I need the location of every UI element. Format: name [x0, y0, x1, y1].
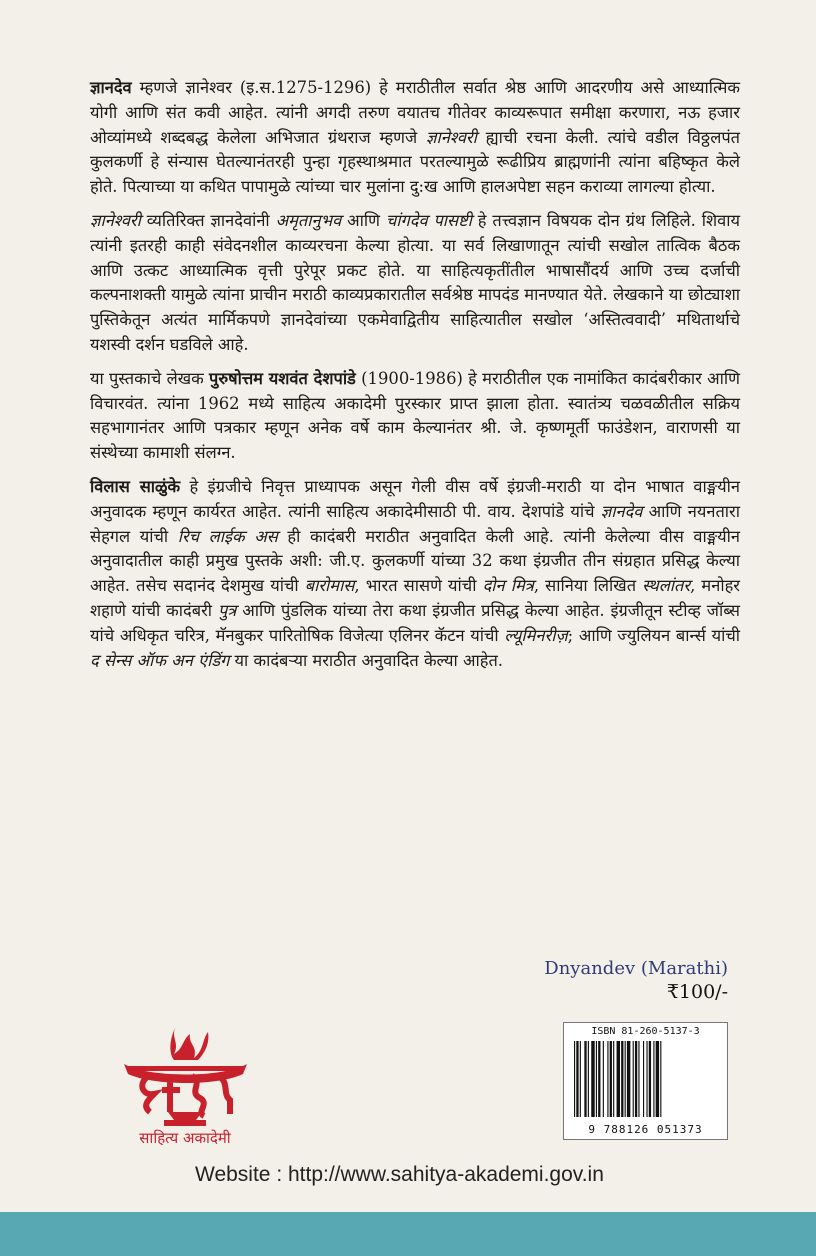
book-title-italic: द सेन्स ऑफ अन एंडिंग	[90, 650, 230, 670]
barcode-bar	[588, 1041, 589, 1117]
barcode-bar	[617, 1041, 620, 1117]
price-info	[544, 958, 728, 1003]
paragraph-about-dnyandev	[90, 76, 740, 200]
barcode-bar	[660, 1041, 661, 1117]
text-span: (1900-1986) हे मराठीतील एक नामांकित कादंबरीकार आणि विचारवंत. त्यांना 1962 मध्ये साहित्य अकादेमी पुरस्कार प्राप्त झाला होता. स्वातंत्र्य चळवळीतील सक्रिय सहभागानंतर आणि पत्रकार म्हणून अनेक वर्षे काम केल्यानंतर श्री. जे. कृष्णमूर्ती फाउंडेशन, वाराणसी या संस्थेच्या कामाशी संलग्न.	[90, 368, 741, 463]
barcode-bar	[649, 1041, 651, 1117]
isbn-digits: 9 788126 051373	[588, 1123, 703, 1136]
website-url[interactable]: Website : http://www.sahitya-akademi.gov.in	[195, 1163, 604, 1186]
paragraph-author	[90, 367, 740, 466]
price-label: ₹100/-	[666, 981, 728, 1003]
barcode-bar	[598, 1041, 600, 1117]
book-title-italic: दोन मित्र	[482, 576, 534, 596]
barcode-bar	[627, 1041, 630, 1117]
barcode-bar	[576, 1041, 578, 1117]
book-title-italic: बारोमास	[304, 576, 355, 596]
text-span: , मनोहर शहाणे यांची कादंबरी	[90, 576, 740, 620]
barcode-bar	[591, 1041, 594, 1117]
barcode-bar	[596, 1041, 597, 1117]
paragraph-translator	[90, 475, 740, 673]
text-span: , सानिया लिखित	[533, 576, 643, 596]
bottom-color-band	[0, 1212, 816, 1256]
barcode-bar	[613, 1041, 614, 1117]
barcode-bar	[646, 1041, 647, 1117]
text-span: ; आणि ज्युलियन बार्न्स यांची	[567, 625, 740, 645]
barcode-bar	[635, 1041, 637, 1117]
text-span: म्हणजे ज्ञानेश्वर (इ.स.1275-1296) हे मराठीतील सर्वात श्रेष्ठ आणि आदरणीय असे आध्यात्मिक योगी आणि संत कवी आहेत. त्यांनी अगदी तरुण वयातच गीतेवर काव्यरूपात समीक्षा करणारा, नऊ हजार ओव्यांमध्ये शब्दबद्ध केलेला अभिजात ग्रंथराज म्हणजे	[90, 78, 740, 147]
book-title-italic: चांगदेव पासष्टी	[385, 210, 472, 230]
translator-name: विलास साळुंके	[90, 476, 181, 496]
book-title-italic: ज्ञानेश्वरी	[90, 210, 141, 230]
book-title-italic: ल्यूमिनरीज़	[504, 625, 568, 645]
barcode-bar	[603, 1041, 604, 1117]
barcode-bar	[621, 1041, 623, 1117]
barcode	[563, 1022, 728, 1140]
barcode-bar	[638, 1041, 639, 1117]
book-title-italic: रिच लाईक अस	[177, 526, 278, 546]
text-span: हे तत्त्वज्ञान विषयक दोन ग्रंथ लिहिले. शिवाय त्यांनी इतरही काही संवेदनशील काव्यरचना केल्या होत्या. या सर्व लिखाणातून त्यांची सखोल तात्विक बैठक आणि उत्कट आध्यात्मिक वृत्ती पुरेपूर प्रकट होते. या साहित्यकृतींतील भाषासौंदर्य आणि उच्च दर्जाची कल्पनाशक्ती यामुळे त्यांना प्राचीन मराठी काव्यप्रकारातील सर्वश्रेष्ठ मापदंड मानण्यात येते. लेखकाने या छोट्याशा पुस्तिकेतून अत्यंत मार्मिकपणे ज्ञानदेवांच्या एकमेवाद्वितीय साहित्यातील सखोल ‘अस्तित्ववादी’ मथितार्थाचे यशस्वी दर्शन घडविले आहे.	[90, 210, 740, 354]
sahitya-akademi-logo-icon	[118, 1020, 253, 1130]
text-span: , भारत सासणे यांची	[354, 576, 483, 596]
book-title-italic: अमृतानुभव	[275, 210, 342, 230]
text-span: आणि	[341, 210, 386, 230]
text-span: या कादंबऱ्या मराठीत अनुवादित केल्या आहेत.	[229, 650, 504, 670]
text-span: व्यतिरिक्त ज्ञानदेवांनी	[140, 210, 276, 230]
text-span: आणि नयनतारा सेहगल यांची	[90, 501, 740, 546]
isbn-label: ISBN 81-260-5137-3	[591, 1026, 700, 1037]
paragraph-works	[90, 209, 740, 358]
publisher-name: साहित्य अकादेमी	[139, 1129, 231, 1147]
author-name: पुरुषोत्तम यशवंत देशपांडे	[209, 368, 356, 388]
book-title-italic: स्थलांतर	[642, 576, 691, 596]
barcode-bars	[574, 1041, 717, 1117]
book-title-italic: ज्ञानेश्वरी	[426, 127, 477, 147]
text-span: हे इंग्रजीचे निवृत्त प्राध्यापक असून गेली वीस वर्षे इंग्रजी-मराठी या दोन भाषात वाङ्मयीन अनुवादक म्हणून कार्यरत आहेत. त्यांनी साहित्य अकादेमीसाठी पी. वाय. देशपांडे यांचे	[90, 476, 741, 521]
text-span: आणि पुंडलिक यांच्या तेरा कथा इंग्रजीत प्रसिद्ध केल्या आहेत. इंग्रजीतून स्टीव्ह जॉब्स यांचे अधिकृत चरित्र, मॅनबुकर पारितोषिक विजेत्या एलिनर कॅटन यांची	[90, 600, 740, 645]
dnyandev-name: ज्ञानदेव	[90, 78, 132, 97]
barcode-bar	[656, 1041, 659, 1117]
barcode-bar	[625, 1041, 626, 1117]
barcode-bar	[653, 1041, 654, 1117]
barcode-bar	[633, 1041, 634, 1117]
text-span: या पुस्तकाचे लेखक	[90, 368, 210, 388]
book-title-italic: ज्ञानदेव	[600, 501, 643, 521]
barcode-bar	[610, 1041, 612, 1117]
book-title-english: Dnyandev (Marathi)	[544, 958, 728, 979]
book-title-italic: पुत्र	[217, 600, 237, 620]
text-span: ह्याची रचना केली. त्यांचे वडील विठ्ठलपंत कुलकर्णी हे संन्यास घेतल्यानंतरही पुन्हा गृहस्थाश्रमात परतल्यामुळे रूढीप्रिय ब्राह्मणांनी त्यांना बहिष्कृत केले होते. पित्याच्या या कथित पापामुळे त्यांच्या चार मुलांना दु:ख आणि हालअपेष्टा सहन कराव्या लागल्या होत्या.	[90, 127, 740, 197]
barcode-bar	[584, 1041, 586, 1117]
barcode-bar	[607, 1041, 608, 1117]
text-span: ही कादंबरी मराठीत अनुवादित केली आहे. त्यांनी केलेल्या वीस वाङ्मयीन अनुवादातील काही प्रमुख पुस्तके अशी: जी.ए. कुलकर्णी यांच्या 32 कथा इंग्रजीत तीन संग्रहात प्रसिद्ध केल्या आहेत. तसेच सदानंद देशमुख यांची	[90, 526, 740, 596]
blurb-text	[90, 76, 740, 682]
barcode-bar	[643, 1041, 644, 1117]
barcode-bar	[580, 1041, 581, 1117]
barcode-bar	[574, 1041, 575, 1117]
